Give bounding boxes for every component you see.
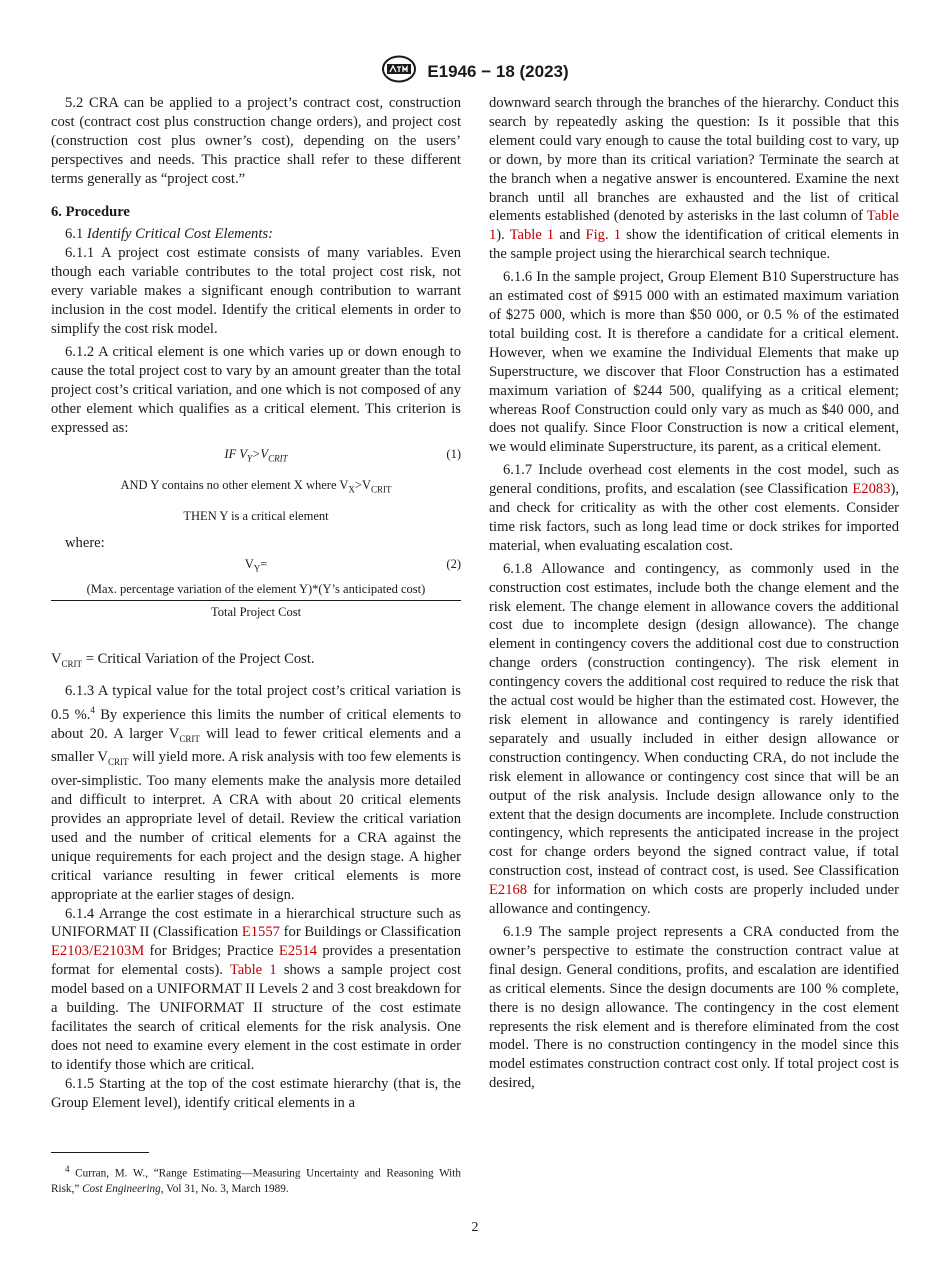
paragraph-6-1-5-continued: downward search through the branches of the hierarchy. Conduct this search by repeatedly asking the question: Is it possible that this element could vary enough to cause the total building cost to vary, up or down, by more than its critical variation? Terminate the search at the branch when a negative answer is encountered. Examine the next branch until all branches are exhausted and the list of critical elements established (denoted by asterisks in the last column of Table 1). Table 1 and Fig. 1 show the identification of critical elements in the sample project using the hierarchical search technique. (489, 95, 899, 263)
astm-logo-icon (381, 55, 417, 88)
left-column (51, 94, 461, 1113)
paragraph-6-1: 6.1 Identify Critical Cost Elements: (65, 226, 273, 243)
footnote-ref-4[interactable]: 4 (90, 704, 95, 715)
document-title: E1946 − 18 (2023) (427, 61, 569, 81)
link-table-1[interactable]: Table 1 (489, 208, 899, 244)
section-heading-6: 6. Procedure (51, 203, 130, 220)
link-fig-1[interactable]: Fig. 1 (585, 227, 622, 244)
paragraph-6-1-7: 6.1.7 Include overhead cost elements in the cost model, such as general conditions, profits, and escalation (see Classification E2083), and check for criticality as with the other cost elements. Consider time risk factors, such as long lead time or dock strikes for imported material, when evaluating escalation cost. (489, 462, 899, 554)
paragraph-6-1-3: 6.1.3 A typical value for the total project cost’s critical variation is 0.5 %.$^4$ By experience this limits the number of critical elements to about 20. A larger $V_{CRIT}$ will lead to fewer critical elements and a smaller $V_{CRIT}$ will yield more. A risk analysis with too few elements is over-simplistic. Too many elements make the analysis more detailed and difficult to interpret. A CRA with about 20 critical elements provides an appropriate level of detail. Review the critical variation used and the number of critical elements for a CRA against the unique requirements for each project and the design stage. A higher critical variance resulting in fewer critical elements is more appropriate at the earlier stages of design. (51, 682, 461, 903)
paragraph-5-2: 5.2 CRA can be applied to a project’s contract cost, construction cost (contract cost plus construction change orders), and project cost (construction cost plus owner’s cost), depending on the users’ perspectives and needs. This practice shall refer to these different terms generally as “project cost.” (51, 95, 461, 187)
right-column (489, 94, 899, 1093)
paragraph-6-1-9: 6.1.9 The sample project represents a CRA conducted from the owner’s perspective to estimate the construction contract value at final design. General conditions, profits, and escalation are identified as critical elements. Since the design documents are 100 % complete, there is no design allowance. The contingency in the cost element represents the risk element and is therefore eliminated from the cost model. There is no construction contingency in the model since this model estimates construction contract cost only. If total project cost is desired, (489, 923, 899, 1092)
equation-then-clause: THEN Y is a critical element (183, 509, 329, 524)
equation-2: $V_Y=$ (2) (244, 557, 461, 574)
vcrit-definition: $V_{CRIT}$ = Critical Variation of the Project Cost. (51, 651, 315, 670)
paragraph-6-1-2: 6.1.2 A critical element is one which varies up or down enough to cause the total project cost to vary by an amount greater than the total project cost’s critical variation, and one which is not composed of any other element which qualifies as a critical element. This criterion is expressed as: (51, 343, 461, 436)
link-e1557[interactable]: E1557 (241, 924, 280, 941)
link-table-1[interactable]: Table 1 (229, 962, 277, 979)
link-e2103[interactable]: E2103/E2103M (51, 943, 145, 960)
page-header (0, 55, 950, 88)
fraction-denominator: Total Project Cost (210, 605, 302, 620)
paragraph-6-1-5: 6.1.5 Starting at the top of the cost estimate hierarchy (that is, the Group Element level), identify critical elements in a (51, 1075, 461, 1111)
page-number: 2 (471, 1220, 479, 1235)
equation-2-fraction (51, 580, 461, 622)
paragraph-6-1-4: 6.1.4 Arrange the cost estimate in a hierarchical structure such as UNIFORMAT II (Classification E1557 for Buildings or Classification E2103/E2103M for Bridges; Practice E2514 provides a presentation format for elemental costs). Table 1 shows a sample project cost model based on a UNIFORMAT II Levels 2 and 3 cost breakdown for a building. The UNIFORMAT II structure of the cost estimate facilitates the search of critical elements for the risk analysis. One does not need to examine every element in the cost estimate in order to identify those which are critical. (51, 905, 461, 1073)
link-table-1[interactable]: Table 1 (509, 227, 555, 244)
paragraph-6-1-6: 6.1.6 In the sample project, Group Element B10 Superstructure has an estimated cost of $915 000 with an estimated maximum variation of $275 000, which is more than $50 000, or 0.5 % of the estimated total building cost. It is therefore a candidate for a critical element. However, when we examine the Individual Elements that make up Superstructure, we discover that Floor Construction has a estimated maximum variation of $244 500, qualifying as a critical element; whereas Roof Construction could only vary as much as $40 000, and does not qualify. Since Floor Construction is now a critical element, we would eliminate Superstructure, its parent, as a critical element. (489, 269, 899, 456)
paragraph-6-1-8: 6.1.8 Allowance and contingency, as commonly used in the construction cost estimates, include both the change element and the risk element. The change element in allowance covers the additional cost due to incomplete design (design allowance). The change element in contingency covers the additional cost due to construction change orders (construction contingency). The risk element in contingency covers the additional cost required to reduce the risk that the actual cost would be higher than the estimated cost. However, the risk element in allowance and contingency is rarely identified separately and usually included in either design allowance or construction contingency. When conducting CRA, do not include the risk element in allowance or contingency cost since that will be an output of the risk analysis. Include design allowance only to the extent that the design documents are incomplete. Include construction contingency, which represents the anticipated increase in the project cost for change orders beyond the signed contract value, if total construction cost, instead of contract cost, is used. See Classification E2168 for information on which costs are properly included under allowance and contingency. (489, 560, 899, 918)
footnote-4: $^4$ Curran, M. W., “Range Estimating—Measuring Uncertainty and Reasoning With Risk,” Cost Engineering, Vol 31, No. 3, March 1989. (51, 1164, 461, 1195)
link-e2083[interactable]: E2083 (852, 481, 891, 498)
link-e2168[interactable]: E2168 (489, 882, 528, 899)
equation-1: IF $V_Y>V_{CRIT}$ (1) (224, 447, 461, 464)
link-e2514[interactable]: E2514 (278, 943, 318, 960)
footnote-divider (51, 1152, 149, 1153)
equation-and-clause: AND Y contains no other element X where $V_X>V_{CRIT}$ (120, 478, 392, 495)
where-label: where: (65, 535, 105, 552)
paragraph-6-1-1: 6.1.1 A project cost estimate consists of many variables. Even though each variable contributes to the total project cost risk, not every variable makes a significant enough contribution to warrant inclusion in the cost model. Identify the critical elements in order to simplify the cost risk model. (51, 245, 461, 337)
fraction-numerator: (Max. percentage variation of the element Y)*(Y’s anticipated cost) (51, 580, 461, 601)
